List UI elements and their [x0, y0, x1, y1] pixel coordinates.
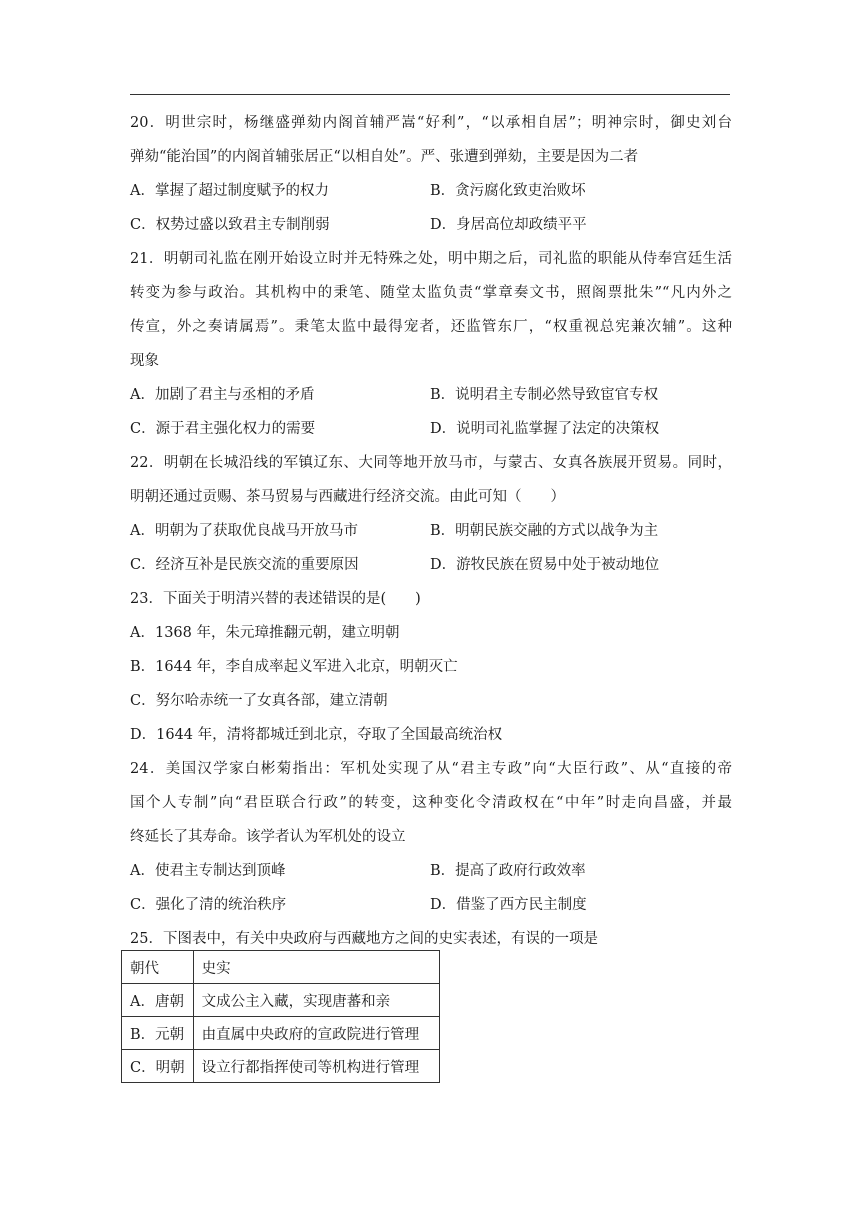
table-header-row — [122, 951, 440, 984]
question-text: 弹劾“能治国”的内阁首辅张居正“以相自处”。严、张遭到弹劾，主要是因为二者 — [130, 149, 639, 165]
option-b[interactable]: B．明朝民族交融的方式以战争为主 — [430, 523, 659, 539]
question-text: 22．明朝在长城沿线的军镇辽东、大同等地开放马市，与蒙古、女真各族展开贸易。同时， — [130, 455, 732, 471]
table-row[interactable] — [122, 1050, 440, 1083]
question-23 — [130, 582, 732, 752]
question-text: 传宣，外之奏请属焉”。秉笔太监中最得宠者，还监管东厂，“权重视总宪兼次辅”。这种 — [130, 319, 732, 335]
option-d[interactable]: D．借鉴了西方民主制度 — [430, 897, 587, 913]
option-b[interactable]: B．1644 年，李自成率起义军进入北京，明朝灭亡 — [130, 659, 458, 675]
option-b[interactable]: B．贪污腐化致吏治败坏 — [430, 183, 586, 199]
option-a[interactable]: A．使君主专制达到顶峰 — [130, 863, 286, 879]
option-c[interactable]: C．努尔哈赤统一了女真各部，建立清朝 — [130, 693, 388, 709]
question-text: 终延长了其寿命。该学者认为军机处的设立 — [130, 829, 406, 845]
table-cell: 文成公主入藏，实现唐蕃和亲 — [193, 984, 439, 1017]
option-d[interactable]: D．1644 年，清将都城迁到北京，夺取了全国最高统治权 — [130, 727, 503, 743]
question-24 — [130, 752, 732, 922]
question-text: 21．明朝司礼监在刚开始设立时并无特殊之处，明中期之后，司礼监的职能从侍奉宫廷生活 — [130, 251, 732, 267]
history-table — [121, 950, 440, 1083]
table-row[interactable] — [122, 984, 440, 1017]
option-c[interactable]: C．经济互补是民族交流的重要原因 — [130, 557, 359, 573]
question-text: 转变为参与政治。其机构中的秉笔、随堂太监负责“掌章奏文书，照阁票批朱”“凡内外之 — [130, 285, 732, 301]
option-b[interactable]: B．提高了政府行政效率 — [430, 863, 586, 879]
option-a[interactable]: A．加剧了君主与丞相的矛盾 — [130, 387, 315, 403]
table-cell: 由直属中央政府的宣政院进行管理 — [193, 1017, 439, 1050]
question-list — [130, 106, 732, 956]
question-text: 国个人专制”向“君臣联合行政”的转变，这种变化令清政权在“中年”时走向昌盛，并最 — [130, 795, 732, 811]
option-d[interactable]: D．游牧民族在贸易中处于被动地位 — [430, 557, 660, 573]
question-text: 20．明世宗时，杨继盛弹劾内阁首辅严嵩“好利”，“以承相自居”；明神宗时，御史刘台 — [130, 115, 732, 131]
option-a[interactable]: A．1368 年，朱元璋推翻元朝，建立明朝 — [130, 625, 400, 641]
question-21 — [130, 242, 732, 446]
option-d[interactable]: D．身居高位却政绩平平 — [430, 217, 587, 233]
table-row[interactable] — [122, 1017, 440, 1050]
option-d[interactable]: D．说明司礼监掌握了法定的决策权 — [430, 421, 660, 437]
question-text: 23．下面关于明清兴替的表述错误的是( ) — [130, 591, 421, 607]
table-cell: 设立行都指挥使司等机构进行管理 — [193, 1050, 439, 1083]
option-a[interactable]: A．明朝为了获取优良战马开放马市 — [130, 523, 358, 539]
option-c[interactable]: C．权势过盛以致君主专制削弱 — [130, 217, 330, 233]
question-text: 24．美国汉学家白彬菊指出：军机处实现了从“君主专政”向“大臣行政”、从“直接的帝 — [130, 761, 732, 777]
table-header-cell: 史实 — [193, 951, 439, 984]
option-b[interactable]: B．说明君主专制必然导致宦官专权 — [430, 387, 659, 403]
question-20 — [130, 106, 732, 242]
table-header-cell: 朝代 — [122, 951, 194, 984]
header-rule — [130, 94, 730, 95]
table-cell: C．明朝 — [122, 1050, 194, 1083]
table-cell: B．元朝 — [122, 1017, 194, 1050]
table-cell: A．唐朝 — [122, 984, 194, 1017]
question-text: 现象 — [130, 353, 159, 369]
option-c[interactable]: C．源于君主强化权力的需要 — [130, 421, 316, 437]
question-text: 明朝还通过贡赐、茶马贸易与西藏进行经济交流。由此可知（ ） — [130, 489, 565, 505]
option-a[interactable]: A．掌握了超过制度赋予的权力 — [130, 183, 329, 199]
question-22 — [130, 446, 732, 582]
option-c[interactable]: C．强化了清的统治秩序 — [130, 897, 287, 913]
question-text: 25．下图表中，有关中央政府与西藏地方之间的史实表述，有误的一项是 — [130, 931, 598, 947]
